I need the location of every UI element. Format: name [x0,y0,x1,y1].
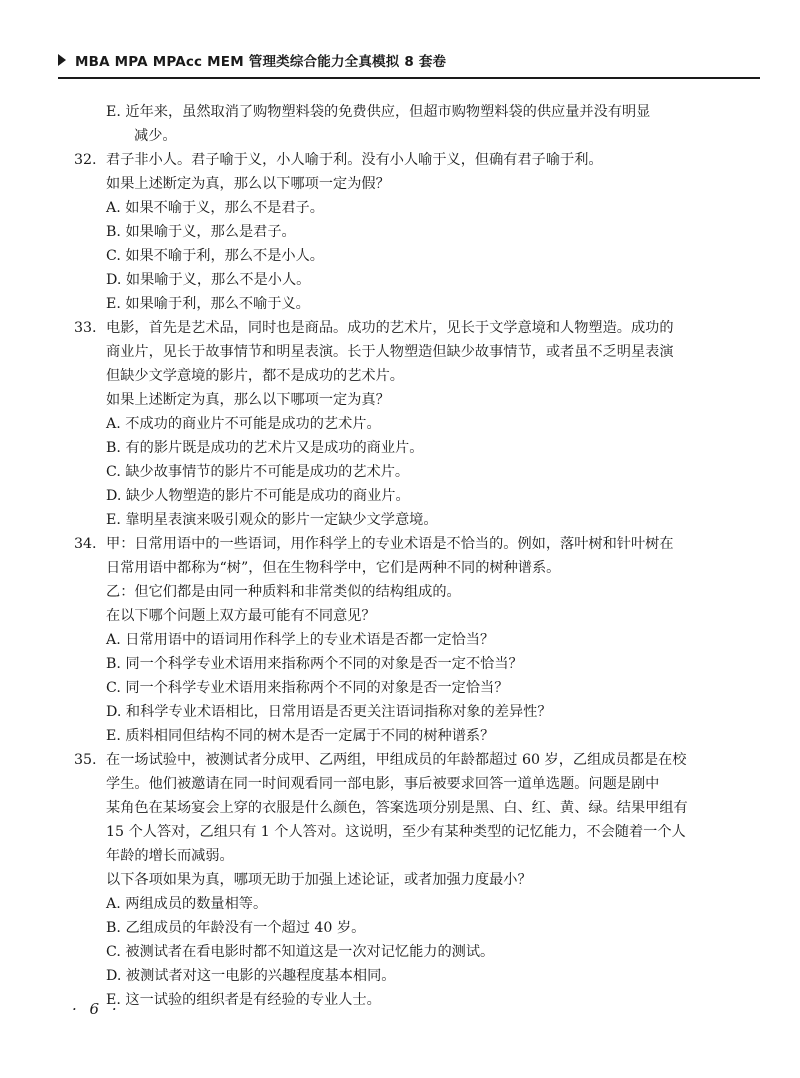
question-number: 35. [74,752,97,768]
answer-option: D. 缺少人物塑造的影片不可能是成功的商业片。 [106,488,410,504]
question-stem-line: 日常用语中都称为“树”，但在生物科学中，它们是两种不同的树种谱系。 [106,560,561,576]
question-content [74,100,744,1012]
prev-option-e: E. 近年来，虽然取消了购物塑料袋的免费供应，但超市购物塑料袋的供应量并没有明显 [106,104,651,120]
question-extra-statement: 乙：但它们都是由同一种质料和非常类似的结构组成的。 [106,584,461,600]
question-stem-line: 某角色在某场宴会上穿的衣服是什么颜色，答案选项分别是黑、白、红、黄、绿。结果甲组有 [106,800,688,816]
question-number: 33. [74,320,97,336]
answer-option: E. 如果喻于利，那么不喻于义。 [106,296,310,312]
answer-option: B. 同一个科学专业术语用来指称两个不同的对象是否一定不恰当？ [106,656,523,672]
question-block [74,748,744,1012]
answer-option: B. 有的影片既是成功的艺术片又是成功的商业片。 [106,440,424,456]
answer-option: E. 质料相同但结构不同的树木是否一定属于不同的树种谱系？ [106,728,495,744]
answer-option: C. 如果不喻于利，那么不是小人。 [106,248,324,264]
question-prompt: 如果上述断定为真，那么以下哪项一定为真？ [106,392,390,408]
question-stem-line: 15 个人答对，乙组只有 1 个人答对。这说明，至少有某种类型的记忆能力，不会随着一个人 [106,824,686,840]
answer-option: E. 靠明星表演来吸引观众的影片一定缺少文学意境。 [106,512,438,528]
answer-option: C. 缺少故事情节的影片不可能是成功的艺术片。 [106,464,410,480]
answer-option: E. 这一试验的组织者是有经验的专业人士。 [106,992,381,1008]
question-block [74,148,744,316]
question-stem-line: 商业片，见长于故事情节和明星表演。长于人物塑造但缺少故事情节，或者虽不乏明星表演 [106,344,674,360]
question-prompt: 以下各项如果为真，哪项无助于加强上述论证，或者加强力度最小？ [106,872,532,888]
answer-option: C. 被测试者在看电影时都不知道这是一次对记忆能力的测试。 [106,944,495,960]
question-stem-line: 但缺少文学意境的影片，都不是成功的艺术片。 [106,368,404,384]
question-number: 32. [74,152,97,168]
question-stem-text: 电影，首先是艺术品，同时也是商品。成功的艺术片，见长于文学意境和人物塑造。成功的 [106,320,674,336]
answer-option: B. 乙组成员的年龄没有一个超过 40 岁。 [106,920,366,936]
page-number: · 6 · [72,1000,121,1018]
answer-option: C. 同一个科学专业术语用来指称两个不同的对象是否一定恰当？ [106,680,509,696]
answer-option: A. 两组成员的数量相等。 [106,896,268,912]
question-stem-text: 在一场试验中，被测试者分成甲、乙两组，甲组成员的年龄都超过 60 岁，乙组成员都是在校 [106,752,687,768]
question-stem-text: 君子非小人。君子喻于义，小人喻于利。没有小人喻于义，但确有君子喻于利。 [106,152,603,168]
answer-option: A. 不成功的商业片不可能是成功的艺术片。 [106,416,381,432]
page-header [58,50,758,70]
prev-option-e-cont: 减少。 [134,128,177,144]
question-block [74,316,744,532]
header-divider [58,77,760,79]
answer-option: D. 如果喻于义，那么不是小人。 [106,272,311,288]
question-prompt: 在以下哪个问题上双方最可能有不同意见？ [106,608,376,624]
question-stem-text: 甲：日常用语中的一些语词，用作科学上的专业术语是不恰当的。例如，落叶树和针叶树在 [106,536,674,552]
question-prompt: 如果上述断定为真，那么以下哪项一定为假？ [106,176,390,192]
question-stem-first-line [74,148,744,172]
answer-option: D. 和科学专业术语相比，日常用语是否更关注语词指称对象的差异性？ [106,704,552,720]
question-stem-first-line [74,748,744,772]
header-title: MBA MPA MPAcc MEM 管理类综合能力全真模拟 8 套卷 [75,54,447,70]
answer-option: A. 日常用语中的语词用作科学上的专业术语是否都一定恰当？ [106,632,495,648]
question-stem-first-line [74,532,744,556]
question-stem-line: 学生。他们被邀请在同一时间观看同一部电影，事后被要求回答一道单选题。问题是剧中 [106,776,660,792]
question-stem-first-line [74,316,744,340]
answer-option: B. 如果喻于义，那么是君子。 [106,224,296,240]
question-number: 34. [74,536,97,552]
question-list [74,148,744,1012]
question-block [74,532,744,748]
answer-option: A. 如果不喻于义，那么不是君子。 [106,200,324,216]
triangle-marker-icon [58,54,66,66]
question-stem-line: 年龄的增长而减弱。 [106,848,234,864]
answer-option: D. 被测试者对这一电影的兴趣程度基本相同。 [106,968,396,984]
